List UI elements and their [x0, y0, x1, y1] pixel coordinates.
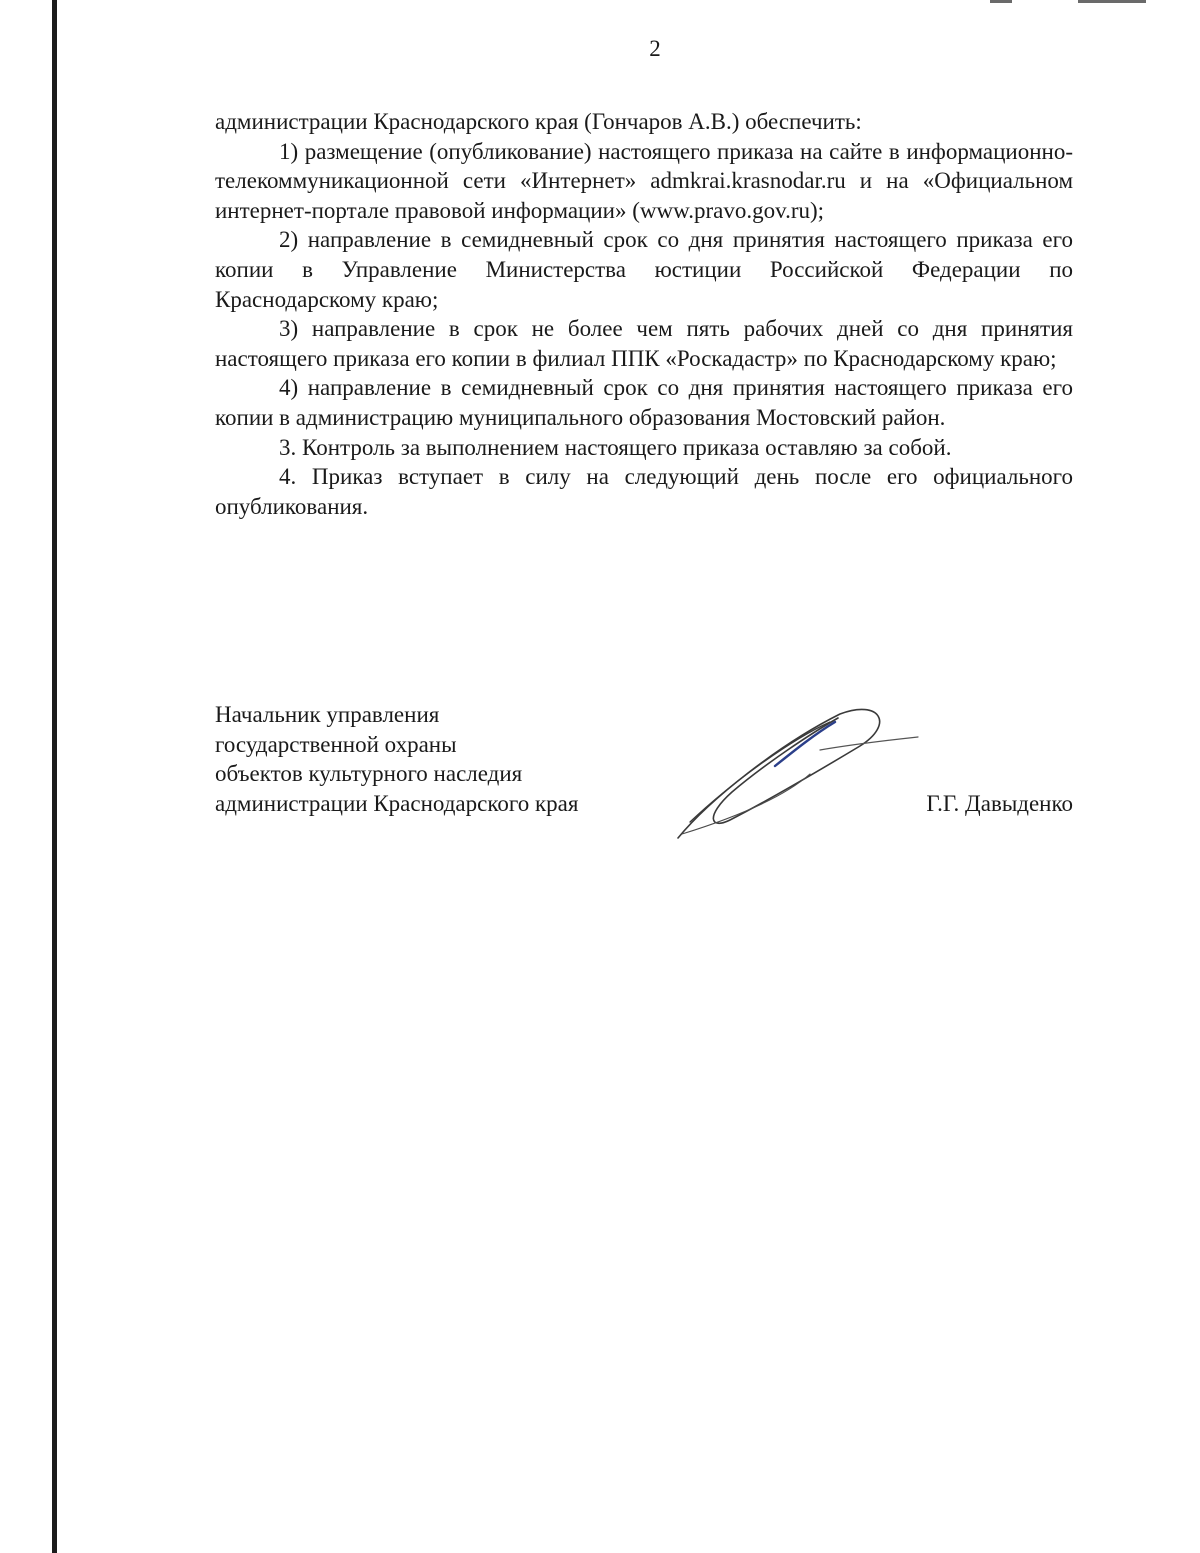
paragraph: 2) направление в семидневный срок со дня принятия настоящего приказа его копии в Управление Министерства юстиции Российской Федерации по Краснодарскому краю;	[215, 227, 1073, 312]
scan-corner-mark	[1078, 0, 1146, 3]
handwritten-signature	[670, 704, 930, 844]
scan-corner-mark	[990, 0, 1012, 3]
page-number: 2	[649, 36, 661, 61]
scan-left-edge	[52, 0, 57, 1553]
position-line: Начальник управления	[215, 702, 440, 727]
paragraph: 4. Приказ вступает в силу на следующий день после его официального опубликования.	[215, 464, 1073, 519]
signature-block	[215, 700, 1073, 860]
paragraph: 3) направление в срок не более чем пять рабочих дней со дня принятия настоящего приказа его копии в филиал ППК «Роскадастр» по Краснодарскому краю;	[215, 316, 1073, 371]
document-body	[215, 107, 1073, 521]
position-line: администрации Краснодарского края	[215, 790, 579, 816]
signer-name: Г.Г. Давыденко	[926, 790, 1073, 816]
position-line: государственной охраны	[215, 731, 457, 757]
position-line: объектов культурного наследия	[215, 761, 523, 787]
paragraph: 4) направление в семидневный срок со дня принятия настоящего приказа его копии в администрацию муниципального образования Мостовский район.	[215, 375, 1073, 430]
signer-position	[215, 700, 655, 818]
paragraph: администрации Краснодарского края (Гончаров А.В.) обеспечить:	[215, 109, 862, 134]
paragraph: 3. Контроль за выполнением настоящего приказа оставляю за собой.	[279, 434, 952, 460]
paragraph: 1) размещение (опубликование) настоящего приказа на сайте в информационно-телекоммуникационной сети «Интернет» admkrai.krasnodar.ru и на «Официальном интернет-портале правовой информации» (www.pravo.gov.ru);	[215, 138, 1073, 223]
